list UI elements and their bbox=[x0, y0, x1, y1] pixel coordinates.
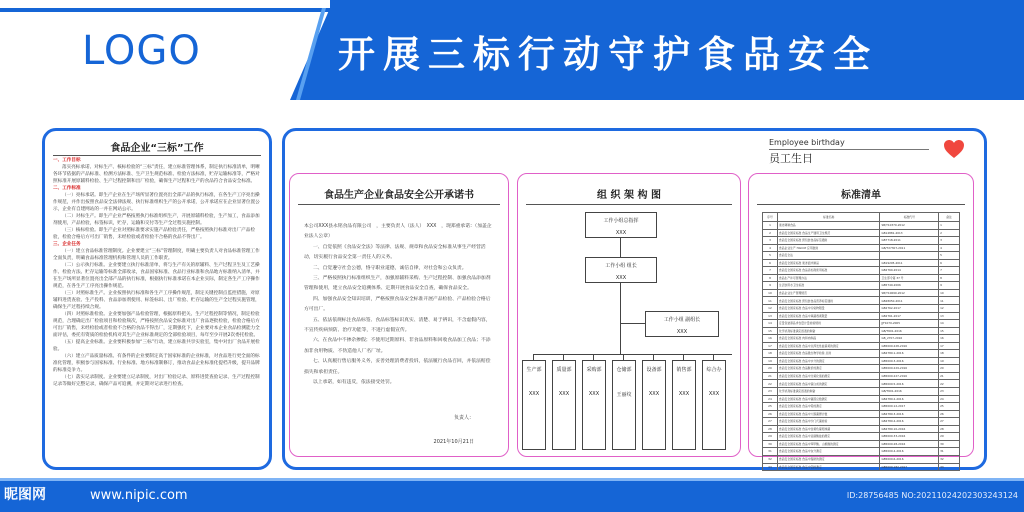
cell-code: GB2760-2014 bbox=[880, 267, 939, 275]
cell-note: 17 bbox=[939, 342, 960, 350]
org-node-leader bbox=[585, 257, 657, 283]
table-header-row bbox=[763, 213, 960, 222]
department-name: 销售部 bbox=[676, 367, 692, 373]
org-node-name: XXX bbox=[676, 329, 688, 335]
cell-note: 5 bbox=[939, 252, 960, 260]
org-department-box bbox=[552, 360, 576, 450]
org-node-label: 工作小组总指挥 bbox=[603, 218, 639, 224]
cell-code: GB5009.6-2016 bbox=[880, 455, 939, 463]
section-paragraph: （六）建立产品质量标准。有条件的企业要制定高于国家标准的企业标准，对食品进行更全面的标准化管理，积极参与国家标准、行业标准、地方标准制修订，推动食品企业标准化提档升级，提升品牌的标准竞争力。 bbox=[53, 354, 260, 373]
table-row bbox=[763, 244, 960, 252]
cell-note: 32 bbox=[939, 455, 960, 463]
table-row bbox=[763, 372, 960, 380]
cell-no: 13 bbox=[763, 312, 778, 320]
cell-no: 27 bbox=[763, 418, 778, 426]
cell-name: 食品安全国家标准 食品中污染物限量 bbox=[777, 305, 880, 313]
cell-note: 8 bbox=[939, 274, 960, 282]
table-row bbox=[763, 237, 960, 245]
cell-no: 8 bbox=[763, 274, 778, 282]
cell-name: 食品安全国家标准 食品中铅的测定 bbox=[777, 403, 880, 411]
cell-name: 食品安全国家标准 食品添加剂使用标准 bbox=[777, 267, 880, 275]
pledge-paragraph: 一、自觉依照《食品安全法》等法律、法规、规章和食品安全标准从事生产经营活动，切实履行食品安全第一责任人的义务。 bbox=[304, 244, 486, 261]
cell-no: 12 bbox=[763, 305, 778, 313]
pledge-date: 2021年10月21日 bbox=[433, 439, 474, 445]
pledge-paragraph: 七、认真履行售后服务义务，妥善处理消费者投诉，依法履行食品召回，并依法赔偿损失和承担责任。 bbox=[304, 359, 491, 375]
cell-code: GB4789.4-2016 bbox=[880, 418, 939, 426]
cell-note: 4 bbox=[939, 244, 960, 252]
cell-no: 22 bbox=[763, 380, 778, 388]
department-head: XXX bbox=[528, 391, 540, 397]
cell-no: 15 bbox=[763, 327, 778, 335]
cell-code: GB5009.227-2016 bbox=[880, 372, 939, 380]
table-row bbox=[763, 342, 960, 350]
org-department-box bbox=[612, 360, 636, 450]
cell-no: 28 bbox=[763, 425, 778, 433]
table-row bbox=[763, 229, 960, 237]
section-heading: 二、工作标准 bbox=[53, 186, 81, 191]
org-connector bbox=[620, 282, 621, 354]
cell-code: SB/T10699-2012 bbox=[880, 289, 939, 297]
section-paragraph: （五）提高企业标准。企业要积极参加“三标”行动，建立标准共享实验室，集中对出厂食品开展检验。 bbox=[53, 340, 260, 352]
department-head: 王丽纹 bbox=[616, 392, 632, 398]
cell-note: 6 bbox=[939, 259, 960, 267]
table-row bbox=[763, 463, 960, 471]
section-paragraph: （二）对标生产。即生产企业严格按照执行标准组织生产，开展原辅料检验，生产加工，食品添加剂使用，产品检验，标签标识，贮存，运输和交付等生产全过程实施控制。 bbox=[53, 214, 260, 226]
org-node-deputy bbox=[645, 311, 719, 337]
cell-note: 33 bbox=[939, 463, 960, 471]
cell-note: 19 bbox=[939, 357, 960, 365]
table-row bbox=[763, 282, 960, 290]
cell-note: 20 bbox=[939, 365, 960, 373]
cell-code: GB/T601-2016 bbox=[880, 388, 939, 396]
cell-no: 1 bbox=[763, 222, 778, 230]
cell-code: GB/T27307-2011 bbox=[880, 244, 939, 252]
cell-name: 食品安全国家标准 速冻面米制品 bbox=[777, 259, 880, 267]
cell-note: 25 bbox=[939, 403, 960, 411]
table-row bbox=[763, 403, 960, 411]
watermark-url[interactable]: www.nipic.com bbox=[90, 488, 188, 503]
cell-name: 食品安全国家标准 食品中蛋白质的测定 bbox=[777, 380, 880, 388]
table-row bbox=[763, 289, 960, 297]
cell-code: GB5009.182-2017 bbox=[880, 463, 939, 471]
pledge-paragraph: 二、自觉遵守社会公德，恪守职业道德，诚信自律，对社会和公众负责。 bbox=[313, 265, 467, 271]
cell-name: 食品安全国家标准 食品中过氧化值的测定 bbox=[777, 372, 880, 380]
table-row bbox=[763, 222, 960, 230]
cell-name: 化学试剂标准滴定溶液的制备 bbox=[777, 327, 880, 335]
department-name: 采购部 bbox=[586, 367, 602, 373]
cell-name: 食品生产许可管理办法 bbox=[777, 274, 880, 282]
cell-no: 2 bbox=[763, 229, 778, 237]
cell-name: 食品安全国家标准 食品微生物学检验 总则 bbox=[777, 350, 880, 358]
cell-name: 食品企业生产 HACCP 应用准则 bbox=[777, 244, 880, 252]
org-department-box bbox=[672, 360, 696, 450]
table-row bbox=[763, 455, 960, 463]
pledge-title: 食品生产企业食品安全公开承诺书 bbox=[324, 190, 474, 201]
section-paragraph: （三）对照标准生产。企业按照执行标准和各生产工序操作规范，制定关键控制点监控措施，对原辅料进货查验、生产投料、食品添加剂使用、标签标识、出厂检验、贮存运输的生产全过程实施管理，确保生产过程持续合规。 bbox=[53, 291, 260, 310]
cell-code: GB5009.4-2016 bbox=[880, 448, 939, 456]
cell-code: GB5009.12-2017 bbox=[880, 403, 939, 411]
employee-birthday-label-en: Employee birthday bbox=[769, 138, 845, 147]
table-row bbox=[763, 388, 960, 396]
org-connector bbox=[620, 323, 645, 324]
cell-name: 食品安全国家标准 预包装食品营养标签通则 bbox=[777, 297, 880, 305]
section-paragraph: （四）对照标准检验。企业要加强产品检验管理，根据原料把关、生产过程控制等情况，制定检验规范，合理确定出厂检验项目和检验频次，严格按照食品安全标准对出厂食品逐批检验，检验合格后方可出厂销售，未经检验或者检验不合格的食品不得出厂，定期强化下，企业要对本企业食品检测能力全面评估，委托有资质的检验机构对其生产企业标准规定的全部检验项目，每年至少开展2次委托检验。 bbox=[53, 312, 260, 338]
standards-title: 标准清单 bbox=[841, 190, 881, 201]
table-row bbox=[763, 327, 960, 335]
cell-name: 食品安全国家标准 食品中总挥发性盐基氮的测定 bbox=[777, 342, 880, 350]
cell-note: 27 bbox=[939, 418, 960, 426]
cell-code: GB5749-2006 bbox=[880, 282, 939, 290]
cell-code: GB/T601-2016 bbox=[880, 327, 939, 335]
table-row bbox=[763, 312, 960, 320]
table-row bbox=[763, 350, 960, 358]
standards-table bbox=[762, 212, 960, 471]
cell-name: 化学试剂标准滴定溶液的制备 bbox=[777, 388, 880, 396]
cell-name: 食品安全国家标准 食品中金黄色葡萄球菌 bbox=[777, 425, 880, 433]
cell-no: 4 bbox=[763, 244, 778, 252]
title-divider bbox=[53, 155, 261, 156]
pledge-title-divider bbox=[298, 204, 500, 205]
org-department-box bbox=[642, 360, 666, 450]
table-row bbox=[763, 365, 960, 373]
cell-note: 22 bbox=[939, 380, 960, 388]
cell-name: 食品安全国家标准 食品生产通用卫生规范 bbox=[777, 229, 880, 237]
cell-code: GB5009.229-2016 bbox=[880, 365, 939, 373]
department-name: 设备部 bbox=[646, 367, 662, 373]
cell-note: 1 bbox=[939, 222, 960, 230]
org-connector bbox=[620, 237, 621, 257]
cell-name: 速冻调制食品 bbox=[777, 222, 880, 230]
logo-text[interactable]: LOGO bbox=[82, 28, 201, 74]
cell-no: 17 bbox=[763, 342, 778, 350]
page-title: 开展三标行动守护食品安全 bbox=[338, 33, 878, 76]
department-head: XXX bbox=[588, 391, 600, 397]
cell-code: GB14881-2013 bbox=[880, 229, 939, 237]
cell-no: 21 bbox=[763, 372, 778, 380]
department-name: 质量部 bbox=[556, 367, 572, 373]
cell-code: GB5009.3-2016 bbox=[880, 357, 939, 365]
cell-no: 23 bbox=[763, 388, 778, 396]
org-node-label: 工作小组 组长 bbox=[605, 263, 637, 269]
cell-code: GB2762-2017 bbox=[880, 305, 939, 313]
table-row bbox=[763, 305, 960, 313]
cell-no: 32 bbox=[763, 455, 778, 463]
department-head: XXX bbox=[648, 391, 660, 397]
department-name: 仓储部 bbox=[616, 367, 632, 373]
cell-name: 食品安全国家标准 食品中菌落总数测定 bbox=[777, 395, 880, 403]
cell-code: 卫生部令第 37 号 bbox=[880, 274, 939, 282]
cell-no: 20 bbox=[763, 365, 778, 373]
cell-code: GB5009.5-2016 bbox=[880, 380, 939, 388]
section-paragraph: （七）落实记录制度。企业要建立记录制度，对出厂检验记录、原料进货查验记录、生产过程控制记录等做好完整记录，确保产品可追溯，并定期对记录进行检查。 bbox=[53, 375, 260, 387]
cell-note: 23 bbox=[939, 388, 960, 396]
cell-name: 食品安全国家标准 食品中大肠菌群计数 bbox=[777, 410, 880, 418]
table-row bbox=[763, 425, 960, 433]
section-paragraph: （三）核标检验。即生产企业对照标准要求实施产品检验责任，严格按照执行标准对出厂产品检验，检验合格后方可出厂销售，未经检验或者检验不合格的食品不得出厂。 bbox=[53, 228, 255, 240]
cell-name: 生活饮用水卫生标准 bbox=[777, 282, 880, 290]
cell-name: 食品安全国家标准 食品中沙门氏菌检验 bbox=[777, 418, 880, 426]
cell-note: 9 bbox=[939, 282, 960, 290]
department-head: XXX bbox=[558, 391, 570, 397]
watermark-brand: 昵图网 bbox=[4, 487, 46, 503]
cell-no: 33 bbox=[763, 463, 778, 471]
cell-no: 18 bbox=[763, 350, 778, 358]
cell-code: GB28050-2011 bbox=[880, 297, 939, 305]
column-header-no: 序号 bbox=[763, 213, 778, 222]
pledge-paragraph: 以上承诺，如有违反，依法接受处罚。 bbox=[313, 380, 395, 386]
table-row bbox=[763, 320, 960, 328]
pledge-paragraph: 四、加强食品安全知识培训，严格按照食品安全标准开展产品检验、产品检验合格后方可出厂。 bbox=[304, 296, 491, 313]
cell-no: 16 bbox=[763, 335, 778, 343]
cell-code: SB/T10379-2012 bbox=[880, 222, 939, 230]
table-row bbox=[763, 297, 960, 305]
cell-name: 食品安全国家标准 预包装食品标签通则 bbox=[777, 237, 880, 245]
department-head: XXX bbox=[678, 391, 690, 397]
department-name: 综合办 bbox=[706, 367, 722, 373]
cell-no: 9 bbox=[763, 282, 778, 290]
department-head: XXX bbox=[708, 391, 720, 397]
table-row bbox=[763, 267, 960, 275]
pledge-card bbox=[289, 173, 509, 457]
cell-code: GB4789.1-2016 bbox=[880, 350, 939, 358]
cell-name: 食品安全国家标准 食品中苯甲酸、山梨酸的测定 bbox=[777, 440, 880, 448]
cell-note: 30 bbox=[939, 440, 960, 448]
cell-code: JJF1070-2005 bbox=[880, 320, 939, 328]
cell-code: GB4789.2-2016 bbox=[880, 395, 939, 403]
table-row bbox=[763, 274, 960, 282]
table-row bbox=[763, 252, 960, 260]
cell-note: 16 bbox=[939, 335, 960, 343]
three-standards-title: 食品企业“三标”工作 bbox=[110, 143, 204, 154]
watermark-id: ID:28756485 NO:20211024202303243124 bbox=[846, 491, 1018, 500]
table-row bbox=[763, 259, 960, 267]
org-node-name: XXX bbox=[615, 275, 627, 281]
cell-note: 10 bbox=[939, 289, 960, 297]
cell-note: 12 bbox=[939, 305, 960, 313]
table-row bbox=[763, 448, 960, 456]
table-row bbox=[763, 357, 960, 365]
section-paragraph: （一）建立食品标准管理制度。企业要建立“三标”管理制度，明确主要负责人对食品标准管理工作全面负责，明确食品标准管理机构和管理人员的工作职责。 bbox=[53, 249, 260, 261]
cell-code: GB7718-2011 bbox=[880, 237, 939, 245]
table-row bbox=[763, 335, 960, 343]
cell-no: 6 bbox=[763, 259, 778, 267]
cell-no: 5 bbox=[763, 252, 778, 260]
table-row bbox=[763, 395, 960, 403]
cell-no: 24 bbox=[763, 395, 778, 403]
cell-name: 食品安全法 bbox=[777, 252, 880, 260]
column-header-note: 备注 bbox=[939, 213, 960, 222]
pledge-signature: 负责人： bbox=[453, 415, 474, 421]
section-paragraph: （二）公示执行标准。企业要建立执行标准清单，将与生产有关的原辅料、生产过程卫生及工艺操作、检验方法、贮存运输等标准全部收录，食品国家标准、食品行业标准和食品地方标准纳入清单，并在生产场所显著位置亮出全部产品的执行标准，根据执行标准承诺在本企业实际，制定各生产工序操作规范，在各生产工序亮出操作规范。 bbox=[53, 263, 260, 289]
cell-note: 3 bbox=[939, 237, 960, 245]
section-paragraph: （一）亮标承诺。即生产企业在生产场所显著位置亮出全部产品的执行标准，在各生产工序亮出操作规范，并作出按照食品安全法律法规、执行标准组织生产的公开承诺，公开承诺应在企业显著位置公示，企业有自建网站的一并在网站公示。 bbox=[53, 193, 260, 212]
three-standards-panel bbox=[42, 128, 272, 470]
section-heading: 三、企业任务 bbox=[53, 242, 81, 247]
cell-code: GB4789.3-2016 bbox=[880, 410, 939, 418]
pledge-paragraph: 三、严格按照执行标准组织生产，加强原辅料采购、生产过程控制、加强食品添加剂管理和使用，建立食品安全追溯体系、定期开展食品安全自查，确保食品安全。 bbox=[304, 276, 491, 292]
cell-no: 29 bbox=[763, 433, 778, 441]
cell-no: 30 bbox=[763, 440, 778, 448]
cell-code: GB_2707-2016 bbox=[880, 335, 939, 343]
cell-no: 7 bbox=[763, 267, 778, 275]
cell-note: 13 bbox=[939, 312, 960, 320]
cell-code: GB5009.33-2016 bbox=[880, 433, 939, 441]
table-row bbox=[763, 418, 960, 426]
cell-code: GB4789.10-2016 bbox=[880, 425, 939, 433]
cell-note: 28 bbox=[939, 425, 960, 433]
cell-name: 食品安全国家标准 肉和肉制品 bbox=[777, 335, 880, 343]
cell-name: 食品安全国家标准 食品中真菌毒素限量 bbox=[777, 312, 880, 320]
column-header-code: 标准代号 bbox=[880, 213, 939, 222]
three-standards-body bbox=[53, 157, 261, 388]
standards-title-divider bbox=[757, 204, 965, 205]
cell-no: 25 bbox=[763, 403, 778, 411]
org-department-box bbox=[702, 360, 726, 450]
cell-code: GB19295-2011 bbox=[880, 259, 939, 267]
cell-no: 11 bbox=[763, 297, 778, 305]
cell-name: 食品安全国家标准 食品中脂肪的测定 bbox=[777, 455, 880, 463]
cell-note: 15 bbox=[939, 327, 960, 335]
org-chart-title: 组 织 架 构 图 bbox=[597, 190, 661, 201]
cell-name: 食品安全国家标准 食品中铝的测定 bbox=[777, 463, 880, 471]
pledge-paragraph: 六、在食品中不掺杂掺假；不使用过期原料、非食品原料和回收食品加工食品；不添加非食用物质、不伪造他人厂名厂址。 bbox=[304, 338, 491, 354]
cell-name: 食品安全国家标准 食品酸价的测定 bbox=[777, 365, 880, 373]
section-paragraph: 落实亮标承诺、对标生产、核标检验的“三标”责任，建立标准管理体系，制定执行标准清单，明晰各环节依据的产品标准、检测方法标准、生产卫生规范标准、检验方法标准，贮存运输标准等，严格对照标准开展原辅料检验、生产过程控制和出厂检验，确保生产过程和生产的食品符合食品安全标准。 bbox=[53, 165, 260, 184]
cell-name: 定量包装商品净含量计量检验规则 bbox=[777, 320, 880, 328]
cell-no: 19 bbox=[763, 357, 778, 365]
cell-note: 11 bbox=[939, 297, 960, 305]
cell-note: 24 bbox=[939, 395, 960, 403]
column-header-name: 标准名称 bbox=[777, 213, 880, 222]
cell-name: 食品安全国家标准 食品中灰分测定 bbox=[777, 448, 880, 456]
cell-code: GB5009.228-2016 bbox=[880, 342, 939, 350]
cell-no: 31 bbox=[763, 448, 778, 456]
cell-code bbox=[880, 252, 939, 260]
pledge-paragraph: 五、依法依规标注食品标签、食品标签标识真实、清楚、易于辨识，不含虚假内容，不宣传疾病预防、治疗功能等，不进行虚假宣传。 bbox=[304, 317, 491, 334]
cell-note: 29 bbox=[939, 433, 960, 441]
org-title-divider bbox=[526, 204, 732, 205]
org-node-commander bbox=[585, 212, 657, 238]
cell-note: 14 bbox=[939, 320, 960, 328]
table-row bbox=[763, 440, 960, 448]
cell-name: 食品安全国家标准 食品中水分的测定 bbox=[777, 357, 880, 365]
cell-note: 2 bbox=[939, 229, 960, 237]
pledge-body bbox=[304, 222, 494, 389]
header-banner bbox=[0, 0, 1024, 100]
cell-note: 7 bbox=[939, 267, 960, 275]
cell-no: 10 bbox=[763, 289, 778, 297]
footer-stripe bbox=[0, 478, 1024, 481]
cell-code: GB2761-2017 bbox=[880, 312, 939, 320]
table-row bbox=[763, 380, 960, 388]
org-node-label: 工作小组 副组长 bbox=[663, 317, 701, 323]
cell-note: 26 bbox=[939, 410, 960, 418]
cell-no: 14 bbox=[763, 320, 778, 328]
org-department-box bbox=[522, 360, 546, 450]
pledge-paragraph: 本公司XXX县永铭食品有限公司 ，主要负责人（法人） XXX ，现郑重承诺：（加盖企业法人公章） bbox=[304, 224, 492, 240]
section-heading: 一、工作目标 bbox=[53, 158, 81, 163]
cell-name: 食品安全国家标准 食品中亚硝酸盐的测定 bbox=[777, 433, 880, 441]
cell-no: 26 bbox=[763, 410, 778, 418]
cell-note: 18 bbox=[939, 350, 960, 358]
table-row bbox=[763, 433, 960, 441]
heart-icon bbox=[943, 139, 965, 159]
org-node-name: XXX bbox=[615, 230, 627, 236]
cell-name: 食品企业生产管理规范 bbox=[777, 289, 880, 297]
cell-note: 21 bbox=[939, 372, 960, 380]
table-row bbox=[763, 410, 960, 418]
employee-birthday-label-cn: 员工生日 bbox=[769, 152, 813, 165]
cell-code: GB5009.28-2016 bbox=[880, 440, 939, 448]
cell-note: 31 bbox=[939, 448, 960, 456]
department-name: 生产部 bbox=[526, 367, 542, 373]
cell-no: 3 bbox=[763, 237, 778, 245]
org-department-box bbox=[582, 360, 606, 450]
